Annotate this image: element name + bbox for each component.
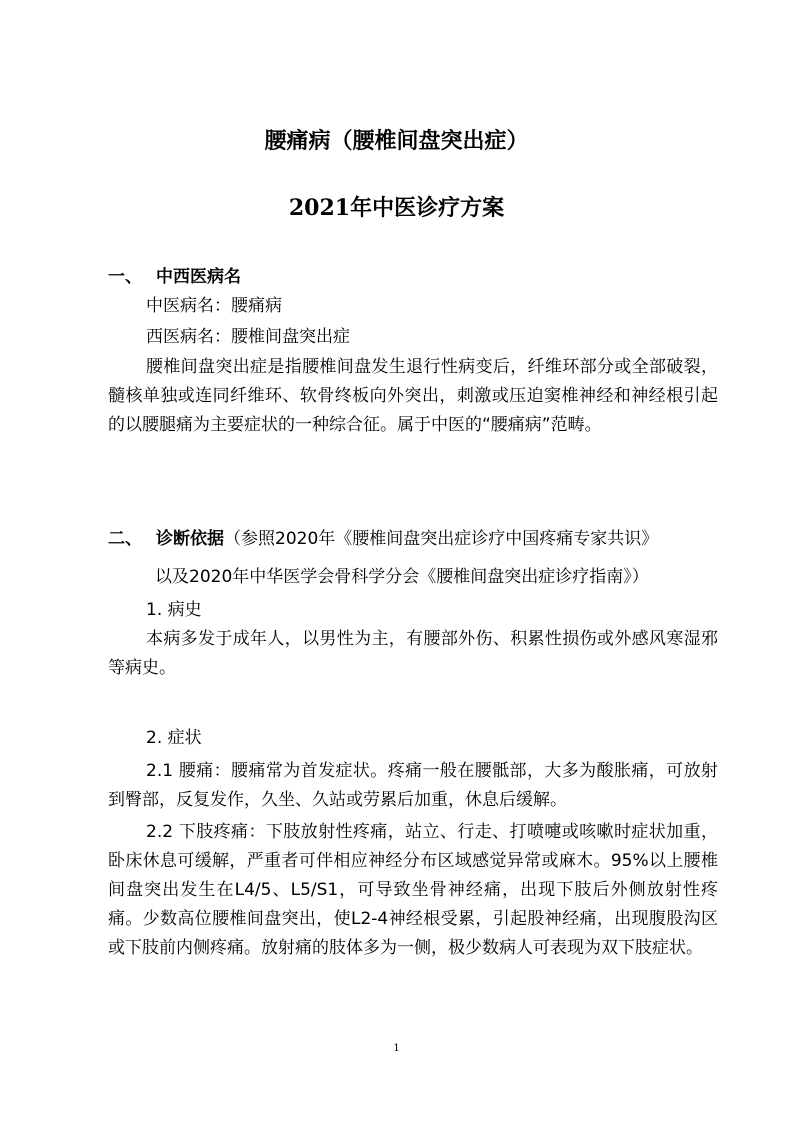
section-2-number: 二、 <box>108 529 142 549</box>
western-disease-name: 西医病名：腰椎间盘突出症 <box>146 327 350 347</box>
section-1-heading <box>108 262 241 287</box>
symptom-2-1-paragraph: 2.1 腰痛：腰痛常为首发症状。疼痛一般在腰骶部，大多为酸胀痛，可放射到臀部，反复发作，久坐、久站或劳累后加重，休息后缓解。 <box>108 761 718 810</box>
document-title: 腰痛病（腰椎间盘突出症） <box>264 128 529 154</box>
history-paragraph: 本病多发于成年人，以男性为主，有腰部外伤、积累性损伤或外感风寒湿邪等病史。 <box>108 629 718 678</box>
reference-citation-line1: （参照2020年《腰椎间盘突出症诊疗中国疼痛专家共识》 <box>224 529 659 549</box>
section-2-title: 诊断依据 <box>156 529 224 549</box>
symptom-2-2-paragraph: 2.2 下肢疼痛：下肢放射性疼痛，站立、行走、打喷嚏或咳嗽时症状加重，卧床休息可缓解，严重者可伴相应神经分布区域感觉异常或麻木。95%以上腰椎间盘突出发生在L4/5、L5/S1，可导致坐骨神经痛，出现下肢后外侧放射性疼痛。少数高位腰椎间盘突出，使L2-4神经根受累，引起股神经痛，出现腹股沟区或下肢前内侧疼痛。放射痛的肢体多为一侧，极少数病人可表现为双下肢症状。 <box>108 822 718 958</box>
definition-paragraph: 腰椎间盘突出症是指腰椎间盘发生退行性病变后，纤维环部分或全部破裂，髓核单独或连同纤维环、软骨终板向外突出，刺激或压迫窦椎神经和神经根引起的以腰腿痛为主要症状的一种综合征。属于中医的“腰痛病”范畴。 <box>108 357 718 435</box>
tcm-disease-name: 中医病名：腰痛病 <box>146 296 282 316</box>
section-1-title: 中西医病名 <box>156 267 241 287</box>
section-2-heading <box>108 524 658 549</box>
page-number: 1 <box>393 1043 400 1054</box>
document-subtitle: 2021年中医诊疗方案 <box>288 195 505 221</box>
history-title: 1. 病史 <box>146 600 202 620</box>
reference-citation-line2: 以及2020年中华医学会骨科学分会《腰椎间盘突出症诊疗指南》） <box>155 567 649 587</box>
symptom-title: 2. 症状 <box>146 728 202 748</box>
section-1-number: 一、 <box>108 267 142 287</box>
